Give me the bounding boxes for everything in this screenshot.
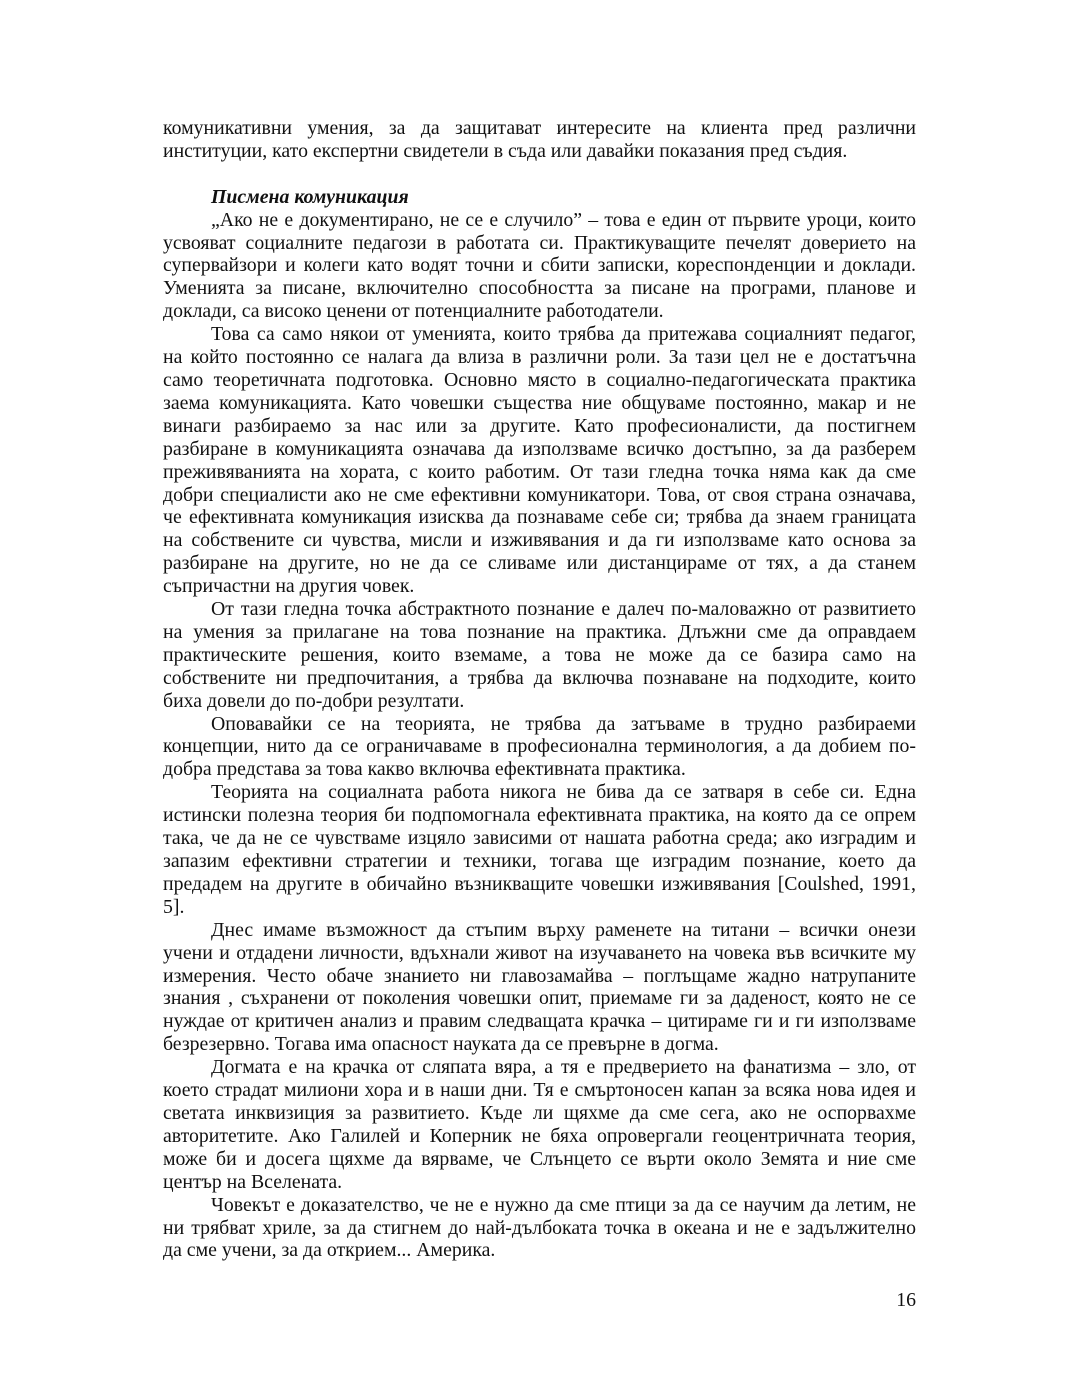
paragraph-line: Теорията на социалната работа никога не бива да се затваря в себе си. Една	[211, 781, 916, 804]
text-body	[163, 117, 916, 1262]
paragraph-line: институции, като експертни свидетели в съда или давайки показания пред съдия.	[163, 139, 848, 162]
paragraph	[163, 781, 916, 918]
intro-paragraph	[163, 117, 916, 163]
paragraph-line: добри специалисти ако не сме ефективни комуникатори. Това, от своя страна означава,	[163, 483, 916, 506]
paragraph-line: запазим ефективни стратегии и техники, тогава ще изградим познание, което да	[163, 850, 916, 872]
paragraph-line: да сме учени, за да открием... Америка.	[163, 1239, 496, 1262]
paragraph-line: така, че да не се чувстваме изцяло зависими от нашата работна среда; ако изградим и	[163, 827, 916, 850]
paragraph-line: „Ако не е документирано, не се е случило” – това е един от първите уроци, които	[211, 208, 916, 231]
paragraph	[163, 1194, 916, 1263]
paragraph-line: Човекът е доказателство, че не е нужно да сме птици за да се научим да летим, не	[211, 1193, 916, 1216]
section-heading: Писмена комуникация	[211, 185, 409, 208]
paragraph-line: ни трябват хриле, за да стигнем до най-дълбоката точка в океана и не е задължително	[163, 1216, 916, 1239]
paragraph-line: разбиране на другите, но не да се сливаме или дистанцираме от тях, а да станем	[163, 552, 916, 575]
paragraph-line: разбиране в комуникацията означава да използваме всичко достъпно, за да разберем	[163, 437, 916, 460]
paragraph-line: нуждае от критичен анализ и правим следващата крачка – цитираме ги и ги използваме	[163, 1010, 916, 1033]
paragraph-line: винаги разбираемо за нас или за другите. Като професионалисти, да постигнем	[163, 414, 916, 437]
paragraph	[163, 713, 916, 782]
paragraph-line: измерения. Често обаче знанието ни главозамайва – поглъщаме жадно натрупаните	[163, 964, 916, 987]
paragraph-line: истински полезна теория би подпомогнала ефективната практика, на която да се опрем	[163, 804, 916, 827]
paragraph-line: което страдат милиони хора и в наши дни. Тя е смъртоносен капан за всяка нова идея и	[163, 1079, 916, 1102]
paragraph-line: Днес имаме възможност да стъпим върху раменете на титани – всички онези	[211, 918, 916, 941]
paragraph-line: добра представа за това какво включва ефективната практика.	[163, 758, 686, 781]
paragraph-line: От тази гледна точка абстрактното познание е далеч по-маловажно от развитието	[211, 598, 916, 621]
paragraph-line: Това са само някои от уменията, които трябва да притежава социалният педагог,	[211, 323, 916, 346]
paragraph-line: преживяванията на хората, с които работим. От тази гледна точка няма как да сме	[163, 460, 916, 483]
paragraph-line: Уменията за писане, включително способността за писане на програми, планове и	[163, 277, 916, 300]
paragraph	[163, 919, 916, 1056]
paragraph-line: собствените ни предпочитания, а трябва да включва познаване на подходите, които	[163, 666, 916, 689]
paragraph-line: доклади, са високо ценени от потенциалните работодатели.	[163, 300, 664, 323]
paragraph-line: Догмата е на крачка от сляпата вяра, а тя е предверието на фанатизма – зло, от	[211, 1056, 916, 1079]
paragraph-line: предадем на другите в обичайно възникващите човешки изживявания [Coulshed, 1991,	[163, 872, 916, 895]
page-number: 16	[896, 1289, 916, 1311]
paragraph-line: Оповавайки се на теорията, не трябва да затъваме в трудно разбираеми	[211, 712, 916, 735]
paragraph-line: комуникативни умения, за да защитават интересите на клиента пред различни	[163, 117, 916, 139]
paragraph-line: център на Вселената.	[163, 1170, 343, 1193]
paragraph-line: светата инквизиция за развитието. Къде ли щяхме да сме сега, ако не оспорвахме	[163, 1101, 916, 1124]
paragraph-line: практическите решения, които вземаме, а това не може да се базира само на	[163, 643, 916, 666]
paragraph	[163, 1056, 916, 1193]
paragraph-line: супервайзори и колеги като водят точни и сбити записки, кореспонденции и доклади.	[163, 254, 916, 277]
paragraph-line: може би и досега щяхме да вярваме, че Слънцето се върти около Земята и ние сме	[163, 1147, 916, 1170]
paragraph-line: съпричастни на другия човек.	[163, 575, 415, 598]
paragraph-line: усвояват социалните педагози в работата си. Практикуващите печелят доверието на	[163, 231, 916, 254]
paragraph-line: биха довели до по-добри резултати.	[163, 689, 465, 712]
paragraph	[163, 598, 916, 713]
paragraph-line: само теоретичната подготовка. Основно място в социално-педагогическата практика	[163, 368, 916, 391]
paragraph-line: на собствените си чувства, мисли и изживявания и да ги използваме като основа за	[163, 529, 916, 552]
paragraph-line: концепции, нито да се ограничаваме в професионална терминология, а да добием по-	[163, 735, 916, 758]
paragraph-line: 5].	[163, 895, 185, 918]
paragraph-line: авторитетите. Ако Галилей и Коперник не бяха опровергали геоцентричната теория,	[163, 1124, 916, 1147]
paragraph-line: безрезервно. Тогава има опасност науката да се превърне в догма.	[163, 1033, 719, 1056]
paragraph-line: на умения за прилагане на това познание на практика. Длъжни сме да оправдаем	[163, 620, 916, 643]
paragraph	[163, 209, 916, 324]
paragraph-line: на който постоянно се налага да влиза в различни роли. За тази цел не е достатъчна	[163, 346, 916, 369]
paragraph-line: знания , съхранени от поколения човешки опит, приемаме ги за даденост, която не се	[163, 987, 916, 1010]
paragraph-line: че ефективната комуникация изисква да познаваме себе си; трябва да знаем границата	[163, 506, 916, 529]
paragraph-line: учени и отдадени личности, вдъхнали живот на изучаването на човека във всичките му	[163, 941, 916, 964]
paragraph	[163, 323, 916, 598]
paragraph-line: заема комуникацията. Като човешки същества ние общуваме постоянно, макар и не	[163, 391, 916, 414]
